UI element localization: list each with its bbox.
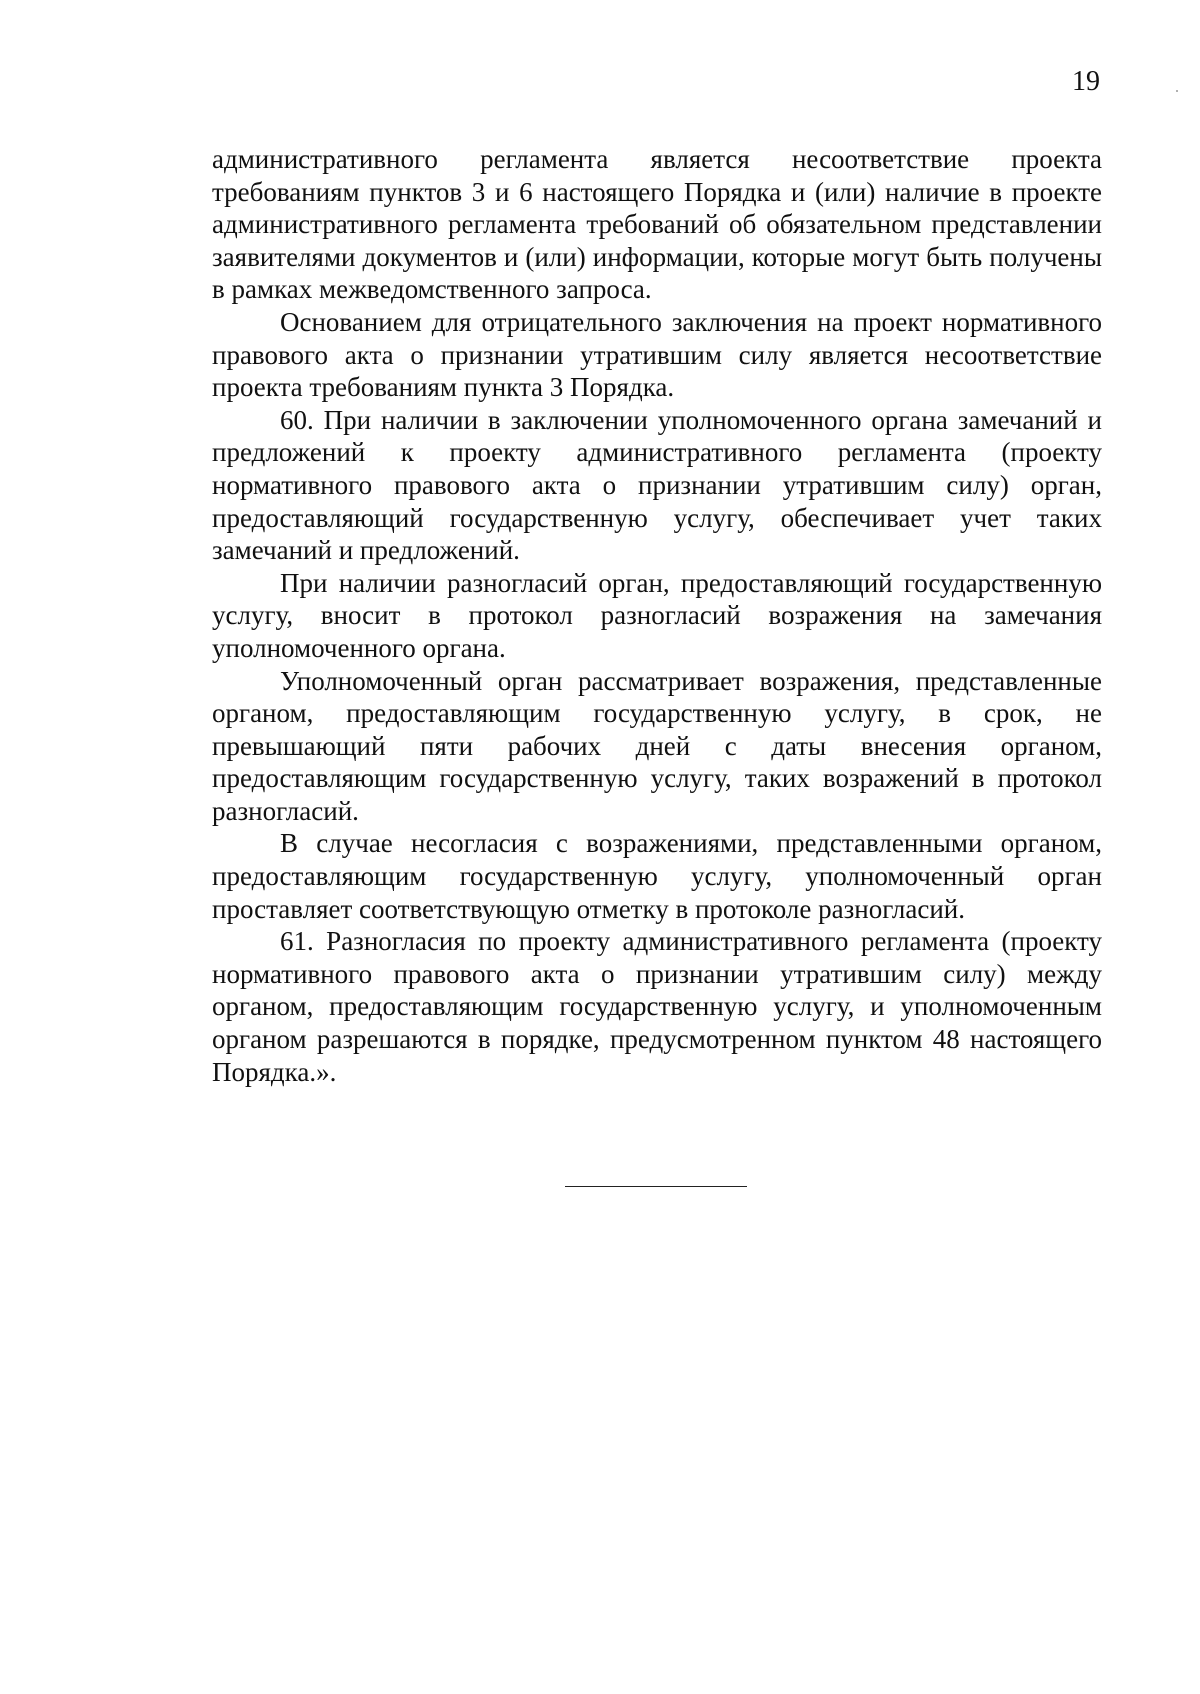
end-divider-line: [565, 1186, 747, 1187]
paragraph-disagreements: При наличии разногласий орган, предоставляющий государственную услугу, вносит в протокол разногласий возражения на замечания уполномоченного органа.: [212, 567, 1102, 663]
paragraph-negative-conclusion: Основанием для отрицательного заключения на проект нормативного правового акта о признании утратившим силу является несоответствие проекта требованиям пункта 3 Порядка.: [212, 306, 1102, 403]
document-body: [212, 143, 1102, 1088]
paragraph-objections-review: Уполномоченный орган рассматривает возражения, представленные органом, предоставляющим государственную услугу, в срок, не превышающий пяти рабочих дней с даты внесения органом, предоставляющим государственную услугу, таких возражений в протокол разногласий.: [212, 665, 1102, 826]
paragraph-disagreement-mark: В случае несогласия с возражениями, представленными органом, предоставляющим государственную услугу, уполномоченный орган проставляет соответствующую отметку в протоколе разногласий.: [212, 828, 1102, 924]
scan-artifact-dot: [1176, 90, 1178, 92]
paragraph-item-61: 61. Разногласия по проекту административного регламента (проекту нормативного правового акта о признании утратившим силу) между органом, предоставляющим государственную услугу, и уполномоченным органом разрешаются в порядке, предусмотренном пунктом 48 настоящего Порядка.».: [212, 926, 1102, 1087]
paragraph-continuation: административного регламента является несоответствие проекта требованиям пунктов 3 и 6 настоящего Порядка и (или) наличие в проекте административного регламента требований об обязательном представлении заявителями документов и (или) информации, которые могут быть получены в рамках межведомственного запроса.: [212, 144, 1102, 305]
paragraph-item-60: 60. При наличии в заключении уполномоченного органа замечаний и предложений к проекту административного регламента (проекту нормативного правового акта о признании утратившим силу) орган, предоставляющий государственную услугу, обеспечивает учет таких замечаний и предложений.: [212, 404, 1102, 566]
page-number: 19: [1072, 66, 1100, 97]
